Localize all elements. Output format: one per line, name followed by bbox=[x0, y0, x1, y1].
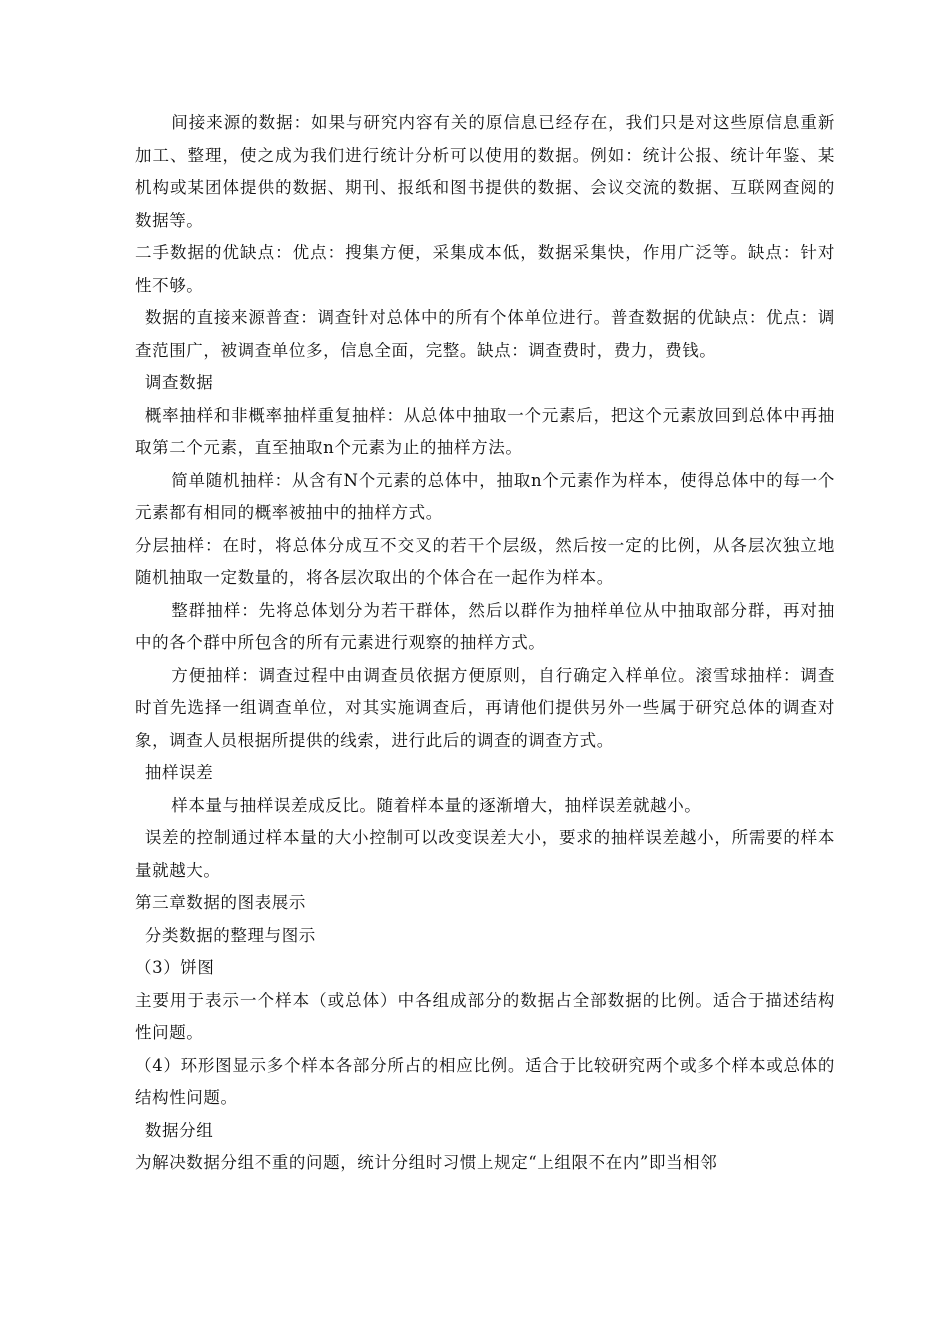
heading-categorical-data: 分类数据的整理与图示 bbox=[144, 925, 316, 945]
heading-sampling-error: 抽样误差 bbox=[144, 763, 214, 782]
paragraph-cluster-sampling: 整群抽样：先将总体划分为若干群体，然后以群作为抽样单位从中抽取部分群，再对抽中的各个群中所包含的所有元素进行观察的抽样方式。 bbox=[135, 600, 835, 652]
paragraph-error-control: 误差的控制通过样本量的大小控制可以改变误差大小，要求的抽样误差越小，所需要的样本量就越大。 bbox=[135, 828, 835, 880]
paragraph-census: 数据的直接来源普查：调查针对总体中的所有个体单位进行。普查数据的优缺点：优点：调查范围广，被调查单位多，信息全面，完整。缺点：调查费时，费力，费钱。 bbox=[135, 308, 835, 360]
paragraph-simple-random-sampling: 简单随机抽样：从含有N个元素的总体中，抽取n个元素作为样本，使得总体中的每一个元素都有相同的概率被抽中的抽样方式。 bbox=[135, 470, 835, 522]
heading-survey-data: 调查数据 bbox=[144, 373, 214, 392]
paragraph-sample-size-error: 样本量与抽样误差成反比。随着样本量的逐渐增大，抽样误差就越小。 bbox=[171, 795, 702, 815]
heading-pie-chart: （3）饼图 bbox=[135, 958, 215, 977]
paragraph-convenience-sampling: 方便抽样：调查过程中由调查员依据方便原则，自行确定入样单位。滚雪球抽样：调查时首先选择一组调查单位，对其实施调查后，再请他们提供另外一些属于研究总体的调查对象，调查人员根据所提供的线索，进行此后的调查的调查方式。 bbox=[135, 665, 835, 750]
paragraph-indirect-source: 间接来源的数据：如果与研究内容有关的原信息已经存在，我们只是对这些原信息重新加工、整理，使之成为我们进行统计分析可以使用的数据。例如：统计公报、统计年鉴、某机构或某团体提供的数据、期刊、报纸和图书提供的数据、会议交流的数据、互联网查阅的数据等。 bbox=[135, 113, 835, 230]
paragraph-pie-chart-use: 主要用于表示一个样本（或总体）中各组成部分的数据占全部数据的比例。适合于描述结构性问题。 bbox=[135, 990, 835, 1042]
paragraph-sampling-with-replacement: 概率抽样和非概率抽样重复抽样：从总体中抽取一个元素后，把这个元素放回到总体中再抽取第二个元素，直至抽取n个元素为止的抽样方法。 bbox=[135, 405, 835, 457]
document-page bbox=[135, 107, 835, 1180]
heading-chapter-three: 第三章数据的图表展示 bbox=[135, 893, 306, 912]
paragraph-stratified-sampling: 分层抽样：在时，将总体分成互不交叉的若干个层级，然后按一定的比例，从各层次独立地随机抽取一定数量的，将各层次取出的个体合在一起作为样本。 bbox=[135, 535, 835, 587]
paragraph-data-grouping-rule: 为解决数据分组不重的问题，统计分组时习惯上规定“上组限不在内”即当相邻 bbox=[135, 1153, 718, 1172]
heading-data-grouping: 数据分组 bbox=[144, 1120, 214, 1140]
paragraph-donut-chart: （4）环形图显示多个样本各部分所占的相应比例。适合于比较研究两个或多个样本或总体的结构性问题。 bbox=[135, 1055, 835, 1107]
paragraph-secondary-data-pros-cons: 二手数据的优缺点：优点：搜集方便，采集成本低，数据采集快，作用广泛等。缺点：针对性不够。 bbox=[135, 243, 835, 295]
